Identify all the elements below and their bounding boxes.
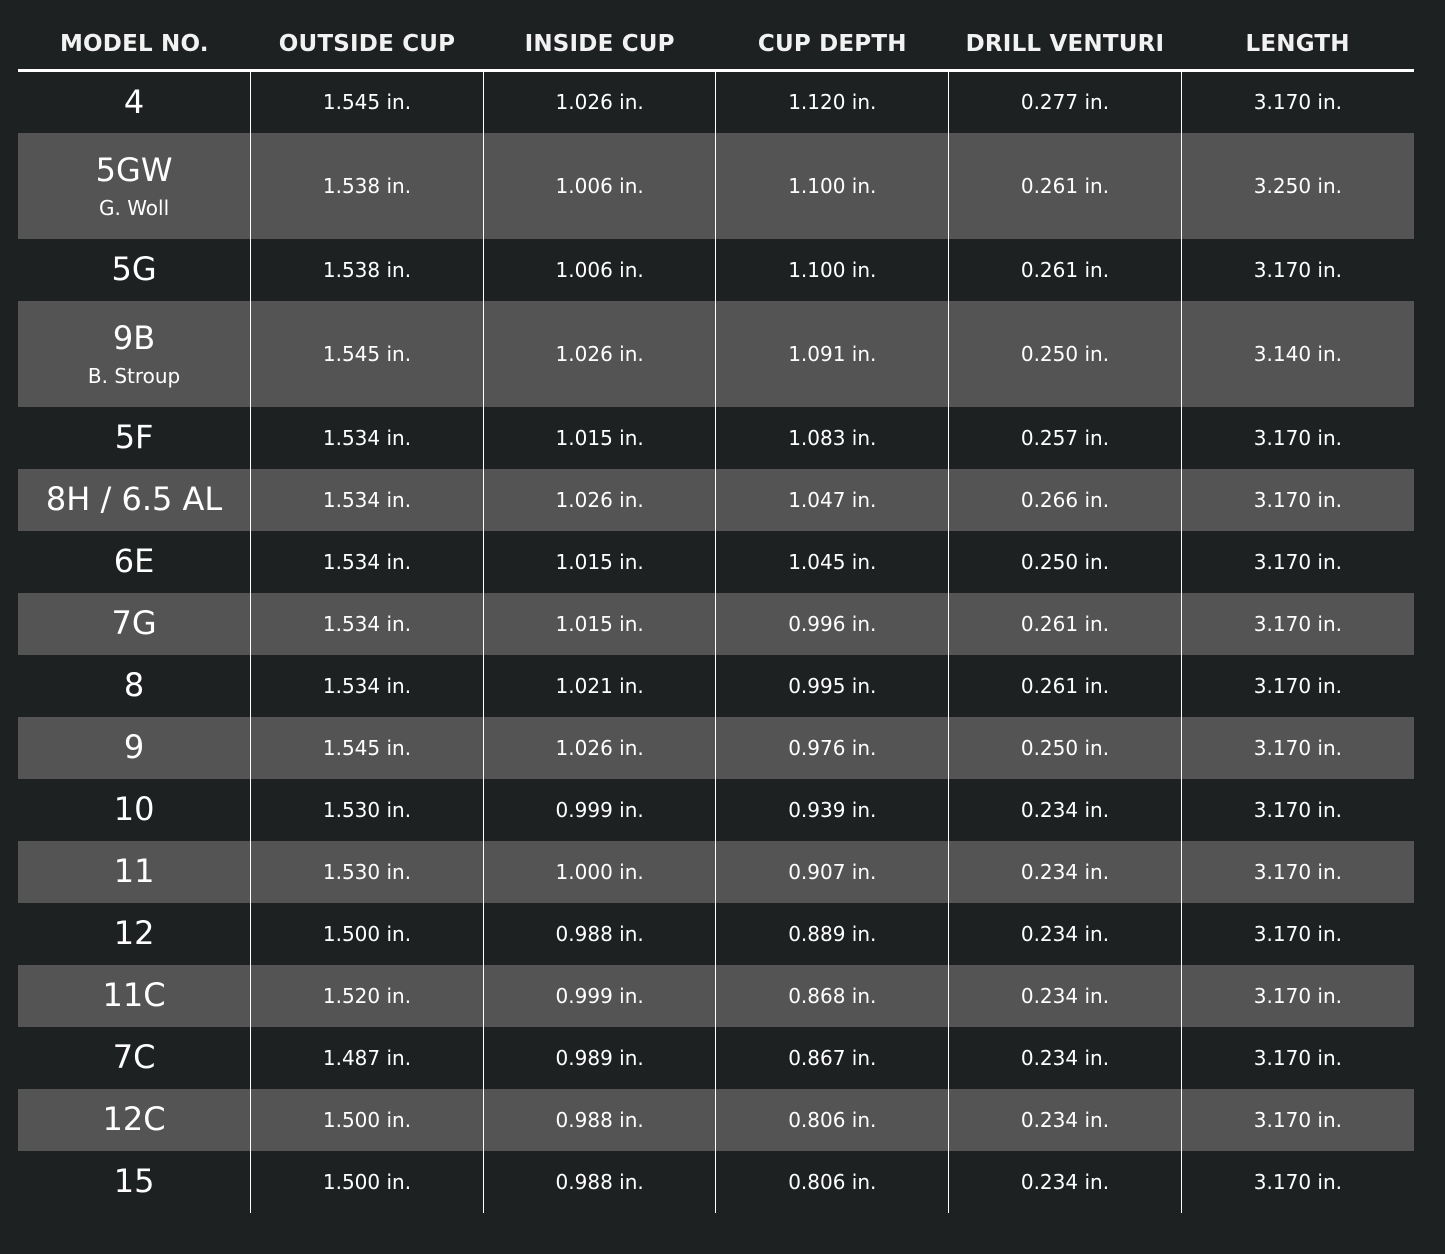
- model-number: 4: [123, 83, 145, 122]
- cell-model-no: [18, 965, 251, 1027]
- cell-model-no: [18, 407, 251, 469]
- header-inside-cup: INSIDE CUP: [483, 18, 716, 71]
- cell-length: 3.170 in.: [1181, 717, 1414, 779]
- cell-inside-cup: 1.006 in.: [483, 133, 716, 239]
- cell-inside-cup: 1.021 in.: [483, 655, 716, 717]
- cell-model-no: [18, 1027, 251, 1089]
- cell-model-no: [18, 133, 251, 239]
- table-row: [18, 1151, 1414, 1213]
- cell-drill-venturi: 0.234 in.: [949, 965, 1182, 1027]
- table-body: [18, 71, 1414, 1213]
- cell-model-no: [18, 1089, 251, 1151]
- cell-length: 3.250 in.: [1181, 133, 1414, 239]
- model-number: 5G: [111, 250, 157, 289]
- model-number: 12: [113, 914, 155, 953]
- header-cup-depth: CUP DEPTH: [716, 18, 949, 71]
- cell-outside-cup: 1.500 in.: [251, 1089, 484, 1151]
- cell-outside-cup: 1.530 in.: [251, 779, 484, 841]
- table-row: [18, 717, 1414, 779]
- cell-inside-cup: 1.015 in.: [483, 531, 716, 593]
- cell-model-no: [18, 717, 251, 779]
- table-row: [18, 469, 1414, 531]
- table-row: [18, 593, 1414, 655]
- cell-cup-depth: 1.100 in.: [716, 239, 949, 301]
- cell-outside-cup: 1.545 in.: [251, 301, 484, 407]
- cell-inside-cup: 1.026 in.: [483, 301, 716, 407]
- header-row: [18, 18, 1414, 71]
- cell-drill-venturi: 0.261 in.: [949, 239, 1182, 301]
- cell-drill-venturi: 0.277 in.: [949, 71, 1182, 133]
- cell-cup-depth: 1.083 in.: [716, 407, 949, 469]
- cell-drill-venturi: 0.234 in.: [949, 841, 1182, 903]
- cell-model-no: [18, 71, 251, 133]
- model-number: 15: [113, 1162, 155, 1201]
- cell-drill-venturi: 0.250 in.: [949, 301, 1182, 407]
- cell-cup-depth: 1.120 in.: [716, 71, 949, 133]
- cell-length: 3.170 in.: [1181, 841, 1414, 903]
- cell-length: 3.170 in.: [1181, 903, 1414, 965]
- table-header: [18, 18, 1414, 71]
- cell-length: 3.170 in.: [1181, 531, 1414, 593]
- cell-model-no: [18, 531, 251, 593]
- cell-cup-depth: 0.806 in.: [716, 1151, 949, 1213]
- cell-inside-cup: 0.999 in.: [483, 779, 716, 841]
- cell-outside-cup: 1.534 in.: [251, 531, 484, 593]
- cell-cup-depth: 1.047 in.: [716, 469, 949, 531]
- cell-cup-depth: 1.091 in.: [716, 301, 949, 407]
- cell-inside-cup: 1.015 in.: [483, 593, 716, 655]
- table-row: [18, 531, 1414, 593]
- cell-model-no: [18, 1151, 251, 1213]
- model-number: 8H / 6.5 AL: [45, 480, 223, 519]
- table-row: [18, 301, 1414, 407]
- cell-drill-venturi: 0.261 in.: [949, 655, 1182, 717]
- cell-cup-depth: 0.806 in.: [716, 1089, 949, 1151]
- cell-cup-depth: 0.907 in.: [716, 841, 949, 903]
- cell-model-no: [18, 779, 251, 841]
- cell-model-no: [18, 841, 251, 903]
- cell-outside-cup: 1.538 in.: [251, 239, 484, 301]
- model-number: 11C: [102, 976, 166, 1015]
- table-row: [18, 903, 1414, 965]
- cell-inside-cup: 0.988 in.: [483, 1151, 716, 1213]
- cell-drill-venturi: 0.234 in.: [949, 779, 1182, 841]
- cell-outside-cup: 1.500 in.: [251, 903, 484, 965]
- cell-inside-cup: 1.006 in.: [483, 239, 716, 301]
- cell-drill-venturi: 0.234 in.: [949, 903, 1182, 965]
- cell-outside-cup: 1.534 in.: [251, 655, 484, 717]
- cell-outside-cup: 1.487 in.: [251, 1027, 484, 1089]
- cell-outside-cup: 1.538 in.: [251, 133, 484, 239]
- cell-length: 3.170 in.: [1181, 965, 1414, 1027]
- table-row: [18, 655, 1414, 717]
- cell-drill-venturi: 0.234 in.: [949, 1027, 1182, 1089]
- table-row: [18, 779, 1414, 841]
- cell-length: 3.170 in.: [1181, 407, 1414, 469]
- cell-length: 3.170 in.: [1181, 593, 1414, 655]
- header-drill-venturi: DRILL VENTURI: [949, 18, 1182, 71]
- table-row: [18, 239, 1414, 301]
- model-number: 6E: [113, 542, 155, 581]
- cell-cup-depth: 0.868 in.: [716, 965, 949, 1027]
- cell-outside-cup: 1.534 in.: [251, 469, 484, 531]
- cell-cup-depth: 0.976 in.: [716, 717, 949, 779]
- cell-outside-cup: 1.500 in.: [251, 1151, 484, 1213]
- cell-length: 3.170 in.: [1181, 1151, 1414, 1213]
- cell-length: 3.170 in.: [1181, 779, 1414, 841]
- cell-drill-venturi: 0.261 in.: [949, 133, 1182, 239]
- model-designer-note: G. Woll: [98, 195, 170, 220]
- model-number: 9B: [112, 319, 156, 358]
- cell-inside-cup: 1.026 in.: [483, 469, 716, 531]
- model-designer-note: B. Stroup: [87, 363, 181, 388]
- cell-outside-cup: 1.530 in.: [251, 841, 484, 903]
- model-number: 12C: [102, 1100, 166, 1139]
- model-number: 5F: [114, 418, 154, 457]
- table-row: [18, 965, 1414, 1027]
- cell-inside-cup: 0.988 in.: [483, 903, 716, 965]
- model-number: 5GW: [95, 151, 173, 190]
- cell-outside-cup: 1.534 in.: [251, 407, 484, 469]
- cell-model-no: [18, 593, 251, 655]
- table-row: [18, 1027, 1414, 1089]
- cell-drill-venturi: 0.250 in.: [949, 531, 1182, 593]
- cell-inside-cup: 0.989 in.: [483, 1027, 716, 1089]
- cell-model-no: [18, 903, 251, 965]
- cell-drill-venturi: 0.234 in.: [949, 1089, 1182, 1151]
- cell-outside-cup: 1.545 in.: [251, 71, 484, 133]
- header-model-no: MODEL NO.: [18, 18, 251, 71]
- cell-cup-depth: 1.045 in.: [716, 531, 949, 593]
- cell-model-no: [18, 655, 251, 717]
- cell-inside-cup: 1.015 in.: [483, 407, 716, 469]
- model-number: 8: [123, 666, 145, 705]
- cell-length: 3.170 in.: [1181, 1027, 1414, 1089]
- cell-cup-depth: 0.889 in.: [716, 903, 949, 965]
- table-row: [18, 133, 1414, 239]
- cell-outside-cup: 1.520 in.: [251, 965, 484, 1027]
- cell-length: 3.170 in.: [1181, 655, 1414, 717]
- cell-inside-cup: 1.026 in.: [483, 717, 716, 779]
- model-number: 7G: [111, 604, 157, 643]
- cell-inside-cup: 0.999 in.: [483, 965, 716, 1027]
- cell-length: 3.170 in.: [1181, 469, 1414, 531]
- cell-cup-depth: 0.996 in.: [716, 593, 949, 655]
- table-row: [18, 1089, 1414, 1151]
- cell-model-no: [18, 239, 251, 301]
- cell-drill-venturi: 0.234 in.: [949, 1151, 1182, 1213]
- cell-drill-venturi: 0.257 in.: [949, 407, 1182, 469]
- cell-drill-venturi: 0.261 in.: [949, 593, 1182, 655]
- cell-cup-depth: 0.995 in.: [716, 655, 949, 717]
- cell-length: 3.170 in.: [1181, 239, 1414, 301]
- cell-length: 3.170 in.: [1181, 1089, 1414, 1151]
- model-number: 11: [113, 852, 155, 891]
- cell-length: 3.140 in.: [1181, 301, 1414, 407]
- cell-outside-cup: 1.545 in.: [251, 717, 484, 779]
- model-number: 10: [113, 790, 155, 829]
- header-length: LENGTH: [1181, 18, 1414, 71]
- model-number: 7C: [112, 1038, 156, 1077]
- cell-cup-depth: 0.939 in.: [716, 779, 949, 841]
- cell-model-no: [18, 469, 251, 531]
- model-number: 9: [123, 728, 145, 767]
- cell-cup-depth: 1.100 in.: [716, 133, 949, 239]
- cell-drill-venturi: 0.250 in.: [949, 717, 1182, 779]
- cell-inside-cup: 0.988 in.: [483, 1089, 716, 1151]
- header-outside-cup: OUTSIDE CUP: [251, 18, 484, 71]
- cell-model-no: [18, 301, 251, 407]
- specs-table: [18, 18, 1414, 1213]
- table-row: [18, 841, 1414, 903]
- cell-outside-cup: 1.534 in.: [251, 593, 484, 655]
- cell-inside-cup: 1.000 in.: [483, 841, 716, 903]
- cell-inside-cup: 1.026 in.: [483, 71, 716, 133]
- cell-length: 3.170 in.: [1181, 71, 1414, 133]
- table-row: [18, 407, 1414, 469]
- cell-cup-depth: 0.867 in.: [716, 1027, 949, 1089]
- cell-drill-venturi: 0.266 in.: [949, 469, 1182, 531]
- table-row: [18, 71, 1414, 133]
